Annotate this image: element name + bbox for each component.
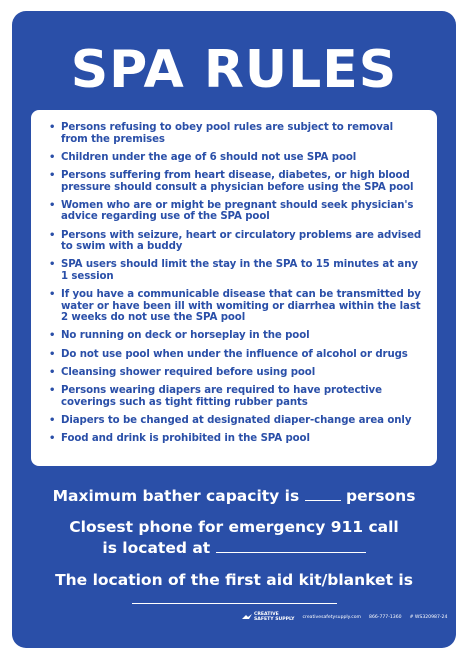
- brand-logo-icon: [242, 614, 252, 621]
- brand-logo: [242, 613, 295, 623]
- phone-line-2: [12, 538, 456, 558]
- bullet-icon: •: [49, 366, 56, 378]
- rule-item: [49, 170, 423, 193]
- bullet-icon: •: [49, 348, 56, 360]
- rules-list: [49, 122, 423, 445]
- rule-text: Diapers to be changed at designated diaper-change area only: [61, 414, 412, 426]
- capacity-suffix: persons: [346, 487, 416, 505]
- capacity-blank: [305, 486, 341, 501]
- brand-footer: [242, 613, 447, 623]
- firstaid-blank: [132, 589, 337, 604]
- bullet-icon: •: [49, 259, 56, 271]
- bullet-icon: •: [49, 199, 56, 211]
- rules-panel: [31, 110, 437, 466]
- brand-phone: 866-777-1360: [369, 615, 402, 621]
- phone-blank: [216, 538, 366, 553]
- rule-text: Persons refusing to obey pool rules are subject to removal from the premises: [61, 122, 394, 145]
- firstaid-blank-row: [12, 589, 456, 609]
- rule-item: [49, 200, 423, 223]
- rule-item: [49, 415, 423, 427]
- sign-title: SPA RULES: [70, 40, 398, 100]
- rule-text: Persons wearing diapers are required to have protective coverings such as tight fitting rubber pants: [61, 385, 382, 408]
- capacity-line: [12, 486, 456, 506]
- phone-prefix: is located at: [102, 539, 211, 557]
- rule-item: [49, 349, 423, 361]
- brand-website: creativesafetysupply.com: [302, 615, 362, 621]
- rule-item: [49, 122, 423, 145]
- rule-item: [49, 367, 423, 379]
- rule-item: [49, 433, 423, 445]
- spa-rules-sign: [12, 11, 456, 648]
- bullet-icon: •: [49, 151, 56, 163]
- bullet-icon: •: [49, 414, 56, 426]
- rule-text: SPA users should limit the stay in the SPA to 15 minutes at any 1 session: [61, 259, 418, 282]
- rule-item: [49, 259, 423, 282]
- rule-item: [49, 230, 423, 253]
- rule-item: [49, 385, 423, 408]
- rule-item: [49, 330, 423, 342]
- rule-text: Persons suffering from heart disease, diabetes, or high blood pressure should consult a physician before using the SPA pool: [61, 169, 414, 193]
- rule-item: [49, 289, 423, 324]
- product-id: # WS320987-24: [409, 615, 448, 621]
- bullet-icon: •: [49, 433, 56, 444]
- bullet-icon: •: [49, 122, 56, 133]
- rule-text: Persons with seizure, heart or circulatory problems are advised to swim with a buddy: [61, 229, 422, 253]
- phone-line-1: Closest phone for emergency 911 call: [69, 518, 399, 536]
- rule-text: Women who are or might be pregnant should seek physician's advice regarding use of the SPA pool: [61, 199, 414, 223]
- rule-text: No running on deck or horseplay in the pool: [61, 330, 310, 342]
- rule-text: Food and drink is prohibited in the SPA pool: [61, 433, 310, 444]
- bullet-icon: •: [49, 229, 56, 241]
- rule-text: If you have a communicable disease that can be transmitted by water or have been ill with womiting or diarrhea within the last 2 weeks do not use the SPA pool: [61, 289, 421, 324]
- bullet-icon: •: [49, 385, 56, 397]
- rule-item: [49, 152, 423, 164]
- rule-text: Cleansing shower required before using pool: [61, 366, 316, 378]
- firstaid-line: The location of the first aid kit/blanket is: [55, 571, 413, 589]
- brand-logo-line1: CREATIVE: [254, 612, 279, 617]
- brand-logo-line2: SAFETY SUPPLY: [254, 616, 295, 622]
- bullet-icon: •: [49, 169, 56, 181]
- rule-text: Do not use pool when under the influence of alcohol or drugs: [61, 348, 408, 360]
- bullet-icon: •: [49, 330, 56, 342]
- capacity-prefix: Maximum bather capacity is: [52, 487, 300, 505]
- rule-text: Children under the age of 6 should not use SPA pool: [61, 151, 357, 163]
- bullet-icon: •: [49, 289, 56, 301]
